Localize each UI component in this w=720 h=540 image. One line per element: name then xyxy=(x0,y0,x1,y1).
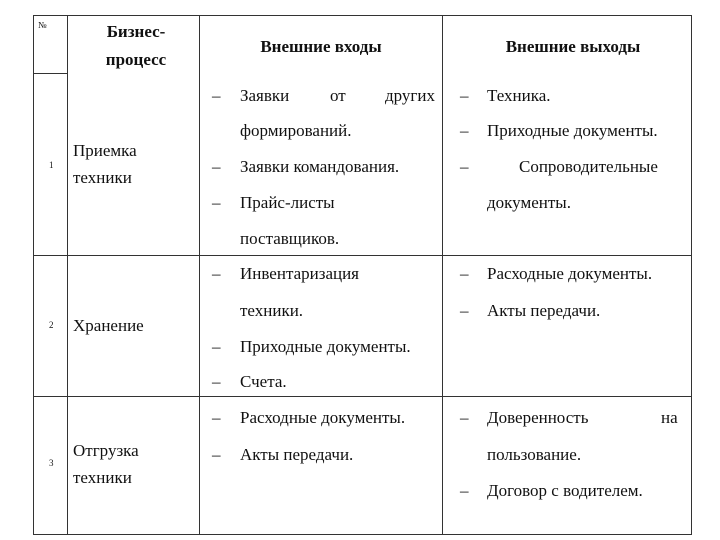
header-divider xyxy=(33,73,67,74)
row1-output2: Приходные документы. xyxy=(487,121,658,140)
row1-input3-cont: поставщиков. xyxy=(240,229,340,248)
row2-output2-dash: – xyxy=(460,301,469,320)
row1-output3: Сопроводительные xyxy=(519,157,658,176)
row3-num: 3 xyxy=(49,458,54,468)
row3-input1: Расходные документы. xyxy=(240,408,406,427)
row1-input3-dash: – xyxy=(212,193,221,212)
table-border-left xyxy=(33,15,34,535)
row3-output2: Договор с водителем. xyxy=(487,481,643,500)
row1-input2: Заявки командования. xyxy=(240,157,400,176)
header-process-line1: Бизнес- xyxy=(106,22,166,41)
row3-output1-dash: – xyxy=(460,408,469,427)
row2-input3-dash: – xyxy=(212,372,221,391)
row2-output2: Акты передачи. xyxy=(487,301,601,320)
row2-num: 2 xyxy=(49,320,54,330)
row1-input1-cont: формирований. xyxy=(240,121,352,140)
row2-output1-dash: – xyxy=(460,264,469,283)
process-column-divider xyxy=(199,15,200,535)
row2-input2-dash: – xyxy=(212,337,221,356)
row1-input1-word3: других xyxy=(385,86,435,105)
row3-input2-dash: – xyxy=(212,445,221,464)
table-border-bottom xyxy=(33,534,692,535)
row3-output2-dash: – xyxy=(460,481,469,500)
inputs-column-divider xyxy=(442,15,443,535)
row2-input2: Приходные документы. xyxy=(240,337,411,356)
num-column-divider xyxy=(67,15,68,535)
row3-process-line2: техники xyxy=(73,468,132,487)
row1-process-line2: техники xyxy=(73,168,132,187)
row2-process: Хранение xyxy=(73,316,144,335)
row1-output3-cont: документы. xyxy=(487,193,571,212)
table-border-right xyxy=(691,15,692,535)
header-num: № xyxy=(38,20,47,30)
row3-input2: Акты передачи. xyxy=(240,445,354,464)
row2-divider xyxy=(33,396,692,397)
row1-output2-dash: – xyxy=(460,121,469,140)
header-process-line2: процесс xyxy=(105,50,167,69)
row1-output1-dash: – xyxy=(460,86,469,105)
row3-output1-cont: пользование. xyxy=(487,445,582,464)
header-process xyxy=(86,18,186,74)
row2-input3: Счета. xyxy=(240,372,287,391)
row3-input1-dash: – xyxy=(212,408,221,427)
row2-output1: Расходные документы. xyxy=(487,264,653,283)
row1-input1-word1: Заявки xyxy=(240,86,290,105)
row3-output1-word1: Доверенность xyxy=(487,408,589,427)
row2-input1-dash: – xyxy=(212,264,221,283)
row3-output1-word2: на xyxy=(661,408,678,427)
header-outputs: Внешние выходы xyxy=(505,37,641,56)
row3-process-line1: Отгрузка xyxy=(73,441,139,460)
row1-process-line1: Приемка xyxy=(73,141,137,160)
row1-input1-word2: от xyxy=(330,86,346,105)
row1-num: 1 xyxy=(49,160,54,170)
table-border-top xyxy=(33,15,692,16)
row1-divider xyxy=(33,255,692,256)
row1-output1: Техника. xyxy=(487,86,551,105)
row1-output3-dash: – xyxy=(460,157,469,176)
row1-input1-dash: – xyxy=(212,86,221,105)
header-inputs: Внешние входы xyxy=(260,37,382,56)
row1-input2-dash: – xyxy=(212,157,221,176)
row2-input1: Инвентаризация xyxy=(240,264,359,283)
row1-input3: Прайс-листы xyxy=(240,193,335,212)
row2-input1-cont: техники. xyxy=(240,301,304,320)
